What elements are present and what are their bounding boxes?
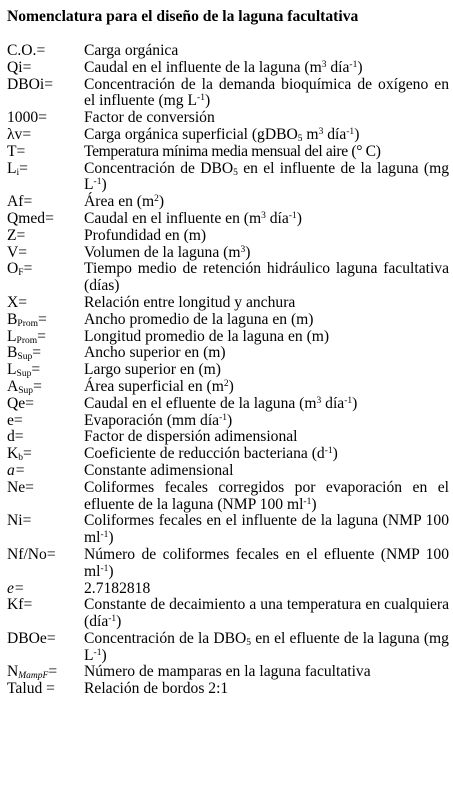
- item-symbol: λv=: [7, 125, 32, 143]
- item-description: Carga orgánica superficial (gDBO$_5$ $m^3$ día$^{-1}$): [84, 125, 360, 144]
- nomenclature-title: Nomenclatura para el diseño de la laguna facultativa: [7, 8, 359, 25]
- list-item: [7, 60, 449, 77]
- list-item: [7, 245, 449, 262]
- item-description: Coeficiente de reducción bacteriana $(d^{-1})$: [84, 445, 338, 463]
- item-description: Factor de conversión: [84, 109, 215, 127]
- item-symbol: Af=: [7, 193, 33, 211]
- item-description: Ancho superior en (m): [84, 344, 226, 362]
- item-symbol: $L_{Prom}=$: [7, 327, 46, 346]
- item-description: Coliformes fecales en el influente de la laguna (NMP 100 $ml^{-1}$): [84, 512, 449, 547]
- item-symbol: $L_i=$: [7, 159, 28, 178]
- item-description: Relación de bordos 2:1: [84, 680, 229, 698]
- item-description: Área en $(m^2)$: [84, 193, 165, 211]
- list-item: [7, 463, 449, 480]
- item-description: Longitud promedio de la laguna en (m): [84, 327, 330, 345]
- item-description: Profundidad en (m): [84, 226, 207, 244]
- list-item: [7, 664, 449, 681]
- item-symbol: Qmed=: [7, 209, 54, 227]
- nomenclature-page: [0, 8, 453, 803]
- list-item: [7, 480, 449, 514]
- list-item: [7, 261, 449, 295]
- list-item: [7, 413, 449, 430]
- list-item: [7, 329, 449, 346]
- item-description: Factor de dispersión adimensional: [84, 428, 298, 446]
- item-description: Relación entre longitud y anchura: [84, 293, 296, 311]
- list-item: [7, 547, 449, 581]
- item-symbol: Ni=: [7, 512, 32, 530]
- item-symbol: d=: [7, 428, 24, 446]
- item-description: 2.7182818: [84, 579, 151, 597]
- list-item: [7, 681, 449, 698]
- list-item: [7, 631, 449, 665]
- item-symbol: Z=: [7, 226, 26, 244]
- list-item: [7, 110, 449, 127]
- item-symbol: $A_{Sup}=$: [7, 377, 42, 396]
- list-item: [7, 513, 449, 547]
- item-description: Constante adimensional: [84, 461, 234, 479]
- item-symbol: e=: [7, 579, 25, 597]
- item-description: Largo superior en (m): [84, 361, 221, 379]
- list-item: [7, 127, 449, 144]
- item-symbol: C.O.=: [7, 42, 46, 59]
- list-item: [7, 211, 449, 228]
- list-item: [7, 194, 449, 211]
- item-symbol: Ne=: [7, 478, 34, 496]
- list-item: [7, 379, 449, 396]
- item-symbol: $B_{Sup}=$: [7, 344, 41, 363]
- item-symbol: $B_{Prom}=$: [7, 310, 47, 329]
- item-description: Concentración de la $DBO_5$ en el efluente de la laguna (mg $L^{-1}$): [84, 629, 449, 664]
- item-description: Concentración de la demanda bioquímica de oxígeno en el influente (mg $L^{-1}$): [84, 75, 449, 110]
- item-symbol: V=: [7, 243, 28, 261]
- list-item: [7, 396, 449, 413]
- item-description: Tiempo medio de retención hidráulico laguna facultativa (días): [84, 260, 449, 295]
- item-description: Número de coliformes fecales en el efluente (NMP 100 $ml^{-1}$): [84, 545, 449, 580]
- item-description: Constante de decaimiento a una temperatura en cualquiera (día$^{-1}$): [84, 596, 449, 631]
- list-item: [7, 446, 449, 463]
- list-item: [7, 228, 449, 245]
- item-symbol: $K_b=$: [7, 445, 32, 464]
- list-item: [7, 295, 449, 312]
- item-symbol: Kf=: [7, 596, 33, 614]
- item-symbol: Qe=: [7, 394, 34, 412]
- item-description: Área superficial en $(m^2)$: [84, 377, 234, 395]
- list-item: [7, 144, 449, 161]
- list-item: [7, 362, 449, 379]
- item-description: Caudal en el influente de la laguna ($m^3$ día$^{-1}$): [84, 58, 363, 76]
- list-item: [7, 597, 449, 631]
- item-description: Carga orgánica: [84, 42, 179, 59]
- list-item: [7, 77, 449, 111]
- item-description: Evaporación (mm día$^{-1}$): [84, 411, 233, 429]
- list-item: [7, 345, 449, 362]
- item-symbol: $L_{Sup}=$: [7, 361, 41, 380]
- list-item: [7, 43, 449, 60]
- item-symbol: 1000=: [7, 109, 47, 127]
- item-symbol: DBOe=: [7, 629, 56, 647]
- item-symbol: DBOi=: [7, 75, 54, 93]
- item-description: Temperatura mínima media mensual del aire (° C): [84, 142, 381, 160]
- item-symbol: a=: [7, 461, 26, 479]
- item-description: Caudal en el influente en ($m^3$ día$^{-1}$): [84, 209, 302, 227]
- item-symbol: T=: [7, 142, 26, 160]
- item-symbol: e=: [7, 411, 23, 429]
- list-item: [7, 581, 449, 598]
- item-symbol: $N_{MampF}=$: [7, 663, 58, 682]
- list-item: [7, 429, 449, 446]
- item-symbol: Qi=: [7, 58, 32, 76]
- item-description: Caudal en el efluente de la laguna ($m^3$ día$^{-1}$): [84, 394, 358, 412]
- item-symbol: Nf/No=: [7, 545, 56, 563]
- list-item: [7, 161, 449, 195]
- item-description: Número de mamparas en la laguna facultativa: [84, 663, 371, 681]
- list-item: [7, 312, 449, 329]
- item-symbol: $O_F=$: [7, 260, 33, 279]
- item-description: Ancho promedio de la laguna en (m): [84, 310, 314, 328]
- item-description: Concentración de $DBO_5$ en el influente de la laguna (mg $L^{-1}$): [84, 159, 449, 194]
- nomenclature-list: [7, 43, 449, 698]
- item-symbol: X=: [7, 293, 28, 311]
- item-description: Volumen de la laguna $(m^3)$: [84, 243, 251, 261]
- item-symbol: Talud =: [7, 680, 55, 698]
- item-description: Coliformes fecales corregidos por evaporación en el efluente de la laguna (NMP 100 $ml^{-1}$): [84, 478, 449, 513]
